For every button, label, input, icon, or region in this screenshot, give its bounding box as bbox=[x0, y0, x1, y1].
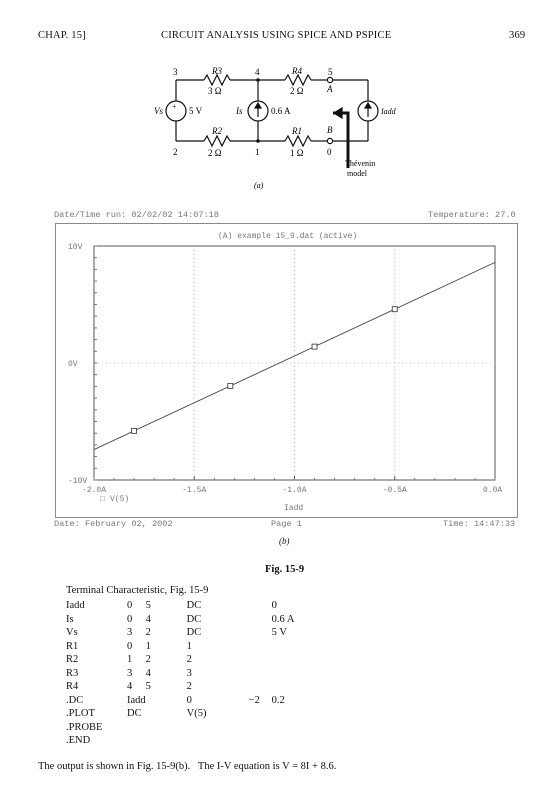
series-marker bbox=[132, 428, 137, 433]
netlist-row bbox=[66, 694, 322, 708]
netlist-cell: 0.6 A bbox=[271, 613, 295, 625]
r4-name: R4 bbox=[292, 66, 302, 76]
x-tick-label: -2.0A bbox=[82, 486, 107, 495]
netlist-cell bbox=[272, 640, 322, 654]
netlist-cell: DC bbox=[186, 613, 202, 625]
vs-name: Vs bbox=[154, 106, 163, 116]
y-tick-label: 10V bbox=[68, 243, 83, 252]
netlist-cell: 0 bbox=[127, 613, 133, 625]
netlist-cell bbox=[249, 667, 272, 681]
netlist-cell bbox=[127, 734, 146, 748]
netlist-cell: DC bbox=[186, 627, 202, 639]
page-number: 369 bbox=[509, 30, 526, 41]
netlist-cell: DC bbox=[127, 708, 142, 720]
netlist-title: Terminal Characteristic, Fig. 15-9 bbox=[66, 585, 209, 596]
netlist-cell: 4 bbox=[127, 681, 133, 693]
x-tick-label: -1.5A bbox=[182, 486, 207, 495]
netlist-cell bbox=[146, 694, 187, 708]
netlist-cell bbox=[249, 599, 272, 613]
legend-marker: □ bbox=[100, 495, 105, 504]
netlist-cell bbox=[249, 680, 272, 694]
node-label-5: 5 bbox=[328, 67, 333, 77]
netlist-row bbox=[66, 599, 322, 613]
netlist-cell: 0 bbox=[186, 694, 192, 706]
series-marker bbox=[228, 383, 233, 388]
thevenin-label: Thévenin bbox=[345, 159, 376, 168]
svg-text:+: + bbox=[172, 102, 177, 111]
r2-value: 2 Ω bbox=[208, 148, 222, 158]
x-tick-label: -0.5A bbox=[382, 486, 407, 495]
netlist-cell bbox=[272, 680, 322, 694]
chart-title: (A) example 15_9.dat (active) bbox=[218, 232, 358, 241]
node-label-0: 0 bbox=[327, 147, 332, 157]
netlist-cell bbox=[249, 626, 272, 640]
netlist-cell bbox=[249, 734, 272, 748]
netlist-cell: .END bbox=[66, 735, 91, 747]
netlist-cell: R4 bbox=[66, 681, 79, 693]
figure-caption-a: (a) bbox=[254, 181, 264, 190]
netlist-cell: 5 bbox=[145, 600, 151, 612]
netlist-cell bbox=[249, 613, 272, 627]
netlist-cell: DC bbox=[186, 600, 202, 612]
netlist-cell bbox=[146, 707, 187, 721]
netlist-cell: R3 bbox=[66, 667, 79, 679]
r3-value: 3 Ω bbox=[208, 86, 222, 96]
netlist-cell: 4 bbox=[145, 613, 151, 625]
netlist-cell: Vs bbox=[66, 627, 78, 639]
netlist-row bbox=[66, 626, 322, 640]
netlist-row bbox=[66, 707, 322, 721]
netlist-cell: 1 bbox=[145, 640, 151, 652]
y-tick-label: 0V bbox=[68, 360, 78, 369]
netlist-cell bbox=[272, 707, 322, 721]
netlist-row bbox=[66, 721, 322, 735]
netlist-cell bbox=[272, 734, 322, 748]
netlist-cell: .PROBE bbox=[66, 721, 103, 733]
netlist-cell: 2 bbox=[145, 654, 151, 666]
footer-page: Page 1 bbox=[271, 519, 302, 529]
netlist-cell bbox=[249, 653, 272, 667]
netlist-cell: Iadd bbox=[127, 694, 146, 706]
legend-entry-v5: V(5) bbox=[110, 495, 130, 504]
netlist-cell: R2 bbox=[66, 654, 79, 666]
netlist-cell bbox=[187, 721, 249, 735]
node-label-3: 3 bbox=[173, 67, 178, 77]
footer-time: Time: 14:47:33 bbox=[443, 519, 516, 529]
netlist-row bbox=[66, 667, 322, 681]
figure-label: Fig. 15-9 bbox=[265, 564, 305, 575]
netlist-cell: Is bbox=[66, 613, 74, 625]
netlist-cell: .DC bbox=[66, 694, 84, 706]
series-marker bbox=[392, 307, 397, 312]
netlist-cell: 0.2 bbox=[271, 694, 285, 706]
netlist-cell: 0 bbox=[127, 640, 133, 652]
netlist-cell: V(5) bbox=[186, 708, 207, 720]
netlist-cell: R1 bbox=[66, 640, 79, 652]
x-tick-label: 0.0A bbox=[483, 486, 503, 495]
netlist-cell: 2 bbox=[145, 627, 151, 639]
netlist-cell: 3 bbox=[186, 667, 192, 679]
datetime-run: Date/Time run: 02/02/02 14:07:18 bbox=[54, 210, 220, 220]
vs-value: 5 V bbox=[189, 106, 203, 116]
page-title: CIRCUIT ANALYSIS USING SPICE AND PSPICE bbox=[161, 30, 392, 41]
r3-name: R3 bbox=[212, 66, 222, 76]
is-name: Is bbox=[236, 106, 243, 116]
netlist-cell: 5 bbox=[145, 681, 151, 693]
series-marker bbox=[312, 344, 317, 349]
netlist-row bbox=[66, 734, 322, 748]
netlist-cell bbox=[187, 734, 249, 748]
netlist-cell: 0 bbox=[127, 600, 133, 612]
netlist-cell bbox=[146, 721, 187, 735]
netlist-cell: 1 bbox=[186, 640, 192, 652]
netlist-cell: 4 bbox=[145, 667, 151, 679]
netlist-cell: 0 bbox=[271, 600, 277, 612]
netlist-row bbox=[66, 613, 322, 627]
netlist-cell: 1 bbox=[127, 654, 133, 666]
r1-name: R1 bbox=[292, 126, 302, 136]
netlist-cell: 3 bbox=[127, 627, 133, 639]
temperature-label: Temperature: 27.0 bbox=[428, 210, 516, 220]
netlist-cell bbox=[272, 667, 322, 681]
figure-caption-b: (b) bbox=[279, 536, 290, 546]
x-tick-label: -1.0A bbox=[282, 486, 307, 495]
netlist-row bbox=[66, 640, 322, 654]
y-tick-label: -10V bbox=[68, 477, 88, 486]
output-sentence: The output is shown in Fig. 15-9(b). The I-V equation is V = 8I + 8.6. bbox=[38, 761, 337, 772]
r4-value: 2 Ω bbox=[290, 86, 304, 96]
thevenin-label-2: model bbox=[347, 169, 367, 178]
netlist-cell: .PLOT bbox=[66, 708, 95, 720]
node-label-4: 4 bbox=[255, 67, 260, 77]
netlist-cell: −2 bbox=[248, 694, 260, 706]
x-axis-label: Iadd bbox=[284, 504, 304, 513]
netlist-cell bbox=[249, 721, 272, 735]
node-label-2: 2 bbox=[173, 147, 178, 157]
netlist-cell: Iadd bbox=[66, 600, 85, 612]
netlist-cell: 2 bbox=[186, 681, 192, 693]
is-value: 0.6 A bbox=[271, 106, 291, 116]
iadd-name: Iadd bbox=[381, 107, 396, 116]
netlist-row bbox=[66, 653, 322, 667]
r2-name: R2 bbox=[212, 126, 222, 136]
netlist-cell bbox=[249, 640, 272, 654]
netlist-table bbox=[66, 599, 322, 748]
netlist-cell bbox=[146, 734, 187, 748]
footer-date: Date: February 02, 2002 bbox=[54, 519, 173, 529]
netlist-cell bbox=[249, 707, 272, 721]
netlist-row bbox=[66, 680, 322, 694]
netlist-cell: 3 bbox=[127, 667, 133, 679]
terminal-label-b: B bbox=[327, 125, 333, 135]
node-label-1: 1 bbox=[255, 147, 260, 157]
terminal-label-a: A bbox=[327, 84, 333, 94]
netlist-cell: 2 bbox=[186, 654, 192, 666]
r1-value: 1 Ω bbox=[290, 148, 304, 158]
chapter-label: CHAP. 15] bbox=[38, 30, 86, 41]
netlist-cell: 5 V bbox=[271, 627, 287, 639]
netlist-cell bbox=[127, 721, 146, 735]
netlist-cell bbox=[272, 653, 322, 667]
netlist-cell bbox=[272, 721, 322, 735]
